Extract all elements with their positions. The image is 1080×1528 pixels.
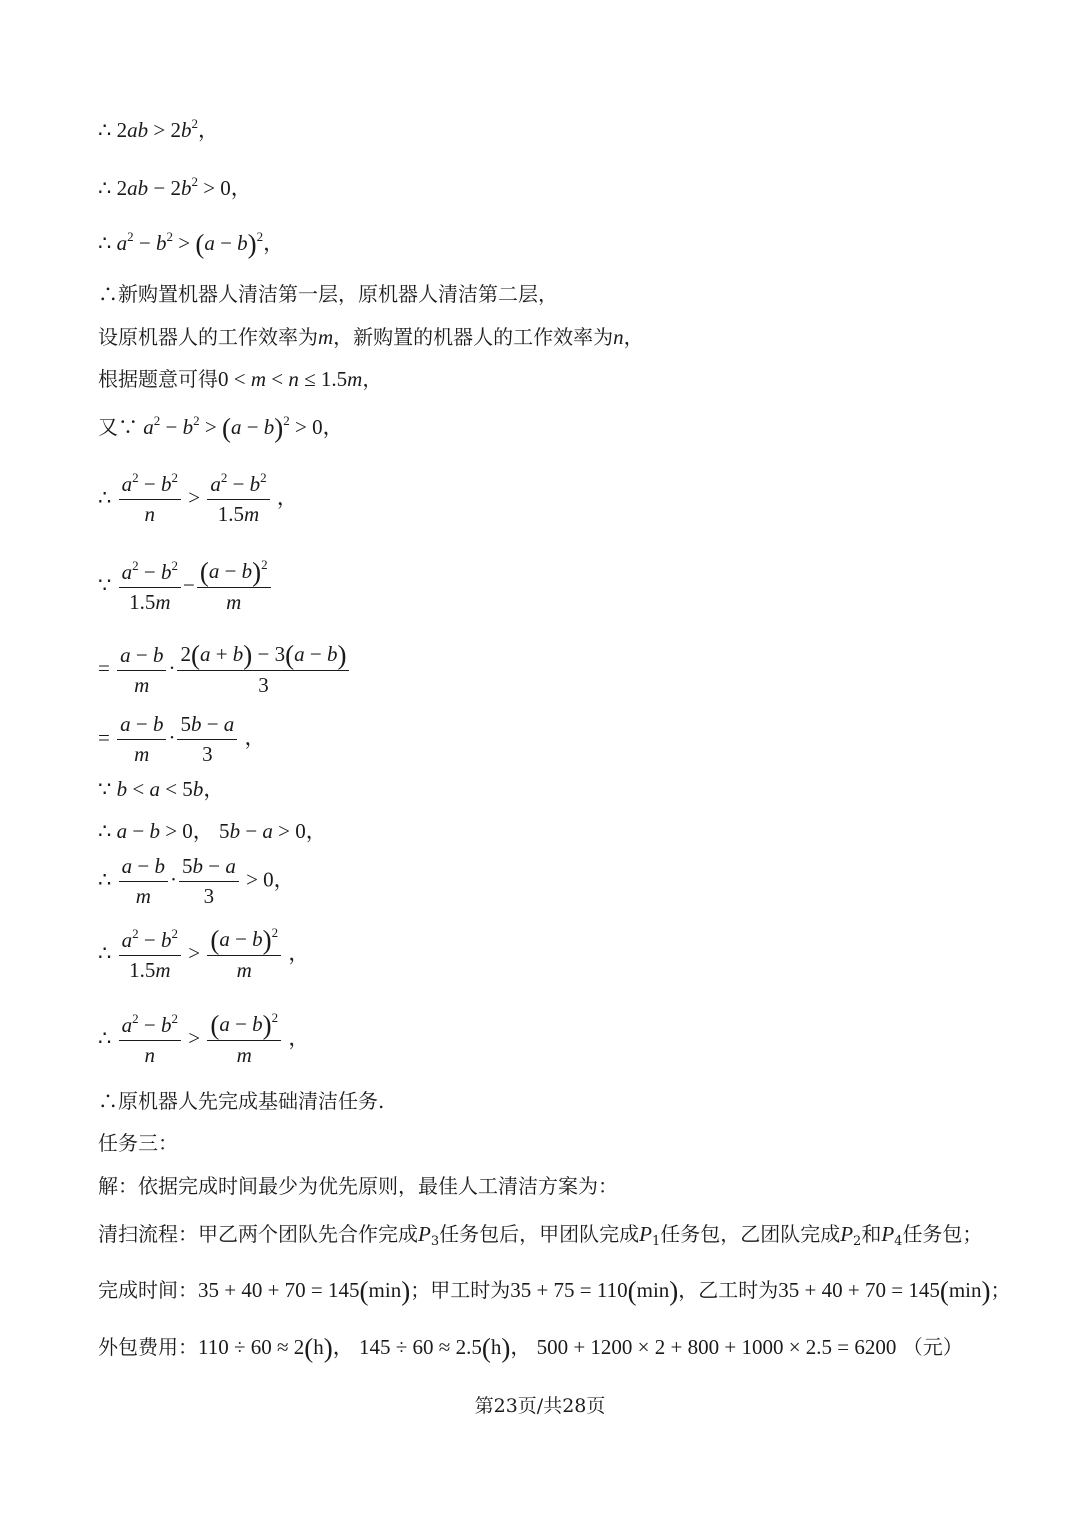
conclusion-floor-assignment: ∴新购置机器人清洁第一层，原机器人清洁第二层， [98, 282, 558, 306]
fraction-compare-3: ∴ $\frac{a^2 - b^2}{n}$ > $\frac{(a - b)^2}{m}$ ， [98, 1010, 310, 1067]
time-text-d: ； [990, 1278, 1011, 1302]
derivation-line-1: ∴ $2ab > 2b^2$， [98, 116, 219, 142]
efficiency-text-a: 设原机器人的工作效率为 [98, 325, 318, 349]
sign-condition: ∴ a − b > 0， 5b − a > 0， [98, 819, 327, 843]
condition-comma: ， [362, 367, 383, 391]
again-since-text: 又∵ [98, 415, 138, 439]
page-number: 第23页/共28页 [474, 1395, 606, 1417]
fraction-compare-2: ∴ $\frac{a^2 - b^2}{1.5m}$ > $\frac{(a - b)^2}{m}$ ， [98, 925, 310, 982]
outsourcing-cost: 外包费用：110 ÷ 60 ≈ 2(h)， 145 ÷ 60 ≈ 2.5(h)， 500 + 1200 × 2 + 800 + 1000 × 2.5 = 6200 （元） [98, 1333, 963, 1363]
fraction-compare-1: ∴ $\frac{a^2 - b^2}{n}$ > $\frac{a^2 - b^2}{1.5m}$ ， [98, 470, 298, 526]
process-text-e: 任务包； [902, 1222, 983, 1246]
completion-time: 完成时间：35 + 40 + 70 = 145(min)；甲工时为35 + 75 = 110(min)，乙工时为35 + 40 + 70 = 145(min)； [98, 1276, 1011, 1306]
derivation-line-2: ∴ $2ab - 2b^2 > 0$， [98, 174, 252, 200]
condition-line: 根据题意可得0 < m < n ≤ 1.5m， [98, 367, 383, 391]
fraction-step-1: = $\frac{a - b}{m}$ · $\frac{2(a + b) - 3(a - b)}{3}$ [98, 640, 351, 700]
again-since-line: 又∵ $a^2 - b^2 > (a - b)^2 > 0$， [98, 413, 344, 443]
condition-text: 根据题意可得 [98, 367, 218, 391]
process-text-b: 任务包后，甲团队完成 [439, 1222, 640, 1246]
cleaning-process: 清扫流程：甲乙两个团队先合作完成$P_3$任务包后，甲团队完成$P_1$任务包，乙团队完成$P_2$和$P_4$任务包； [98, 1222, 983, 1249]
fraction-difference: ∵ $\frac{a^2 - b^2}{1.5m}$ − $\frac{(a - b)^2}{m}$ [98, 557, 273, 617]
cost-text-b: （元） [902, 1335, 963, 1359]
process-text-c: 任务包，乙团队完成 [660, 1222, 841, 1246]
efficiency-definition: 设原机器人的工作效率为m，新购置的机器人的工作效率为n， [98, 325, 644, 349]
task-three-heading: 任务三： [98, 1131, 178, 1155]
fraction-step-2: = $\frac{a - b}{m}$ · $\frac{5b - a}{3}$ ， [98, 712, 266, 766]
time-text-a: 完成时间： [98, 1278, 198, 1302]
derivation-line-3: ∴ $a^2 - b^2 > (a - b)^2$， [98, 229, 285, 259]
process-text-a: 清扫流程：甲乙两个团队先合作完成 [98, 1222, 418, 1246]
efficiency-text-b: ，新购置的机器人的工作效率为 [333, 325, 614, 349]
conclusion-original-robot: ∴原机器人先完成基础清洁任务. [98, 1089, 385, 1113]
time-text-c: ，乙工时为 [678, 1278, 779, 1302]
time-text-b: ；甲工时为 [410, 1278, 511, 1302]
process-text-d: 和 [861, 1222, 882, 1246]
efficiency-text-c: ， [623, 325, 644, 349]
product-positive: ∴ $\frac{a - b}{m}$ · $\frac{5b - a}{3}$ > 0， [98, 854, 295, 908]
range-condition: ∵ b < a < 5b， [98, 777, 225, 801]
cost-text-a: 外包费用： [98, 1335, 198, 1359]
solution-intro: 解：依据完成时间最少为优先原则，最佳人工清洁方案为： [98, 1174, 618, 1198]
